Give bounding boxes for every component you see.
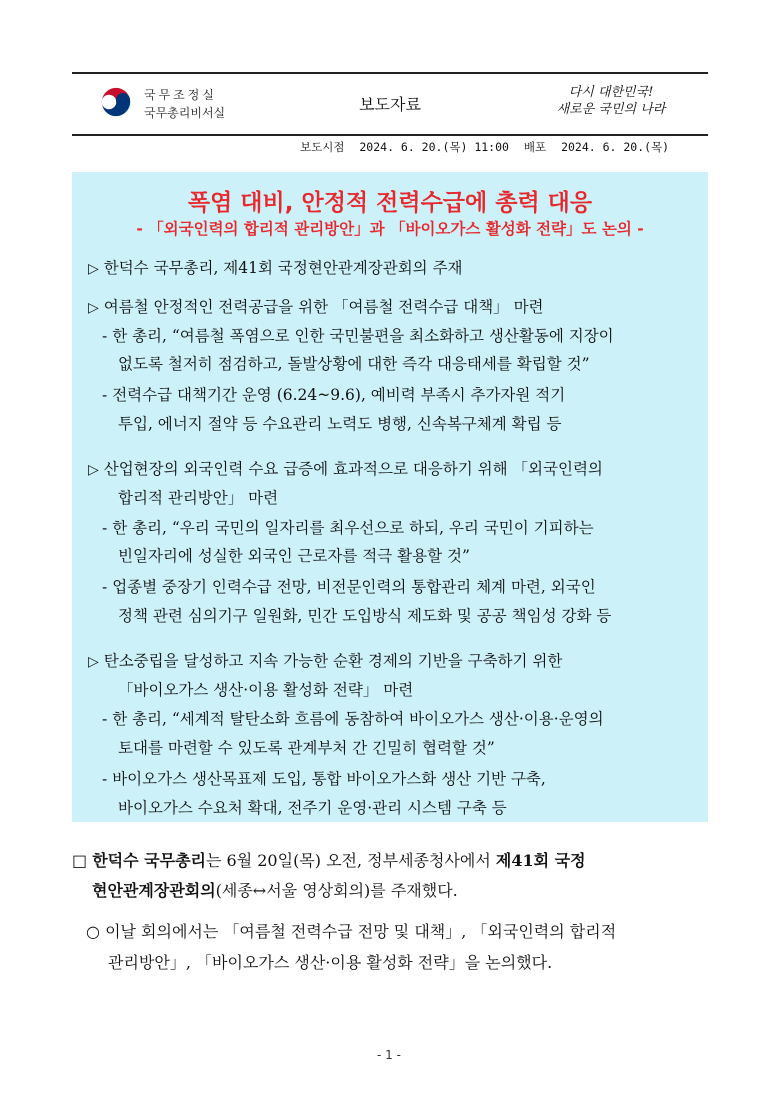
square-bullet-icon: □ [72, 851, 88, 870]
taegeuk-emblem-icon [96, 82, 136, 122]
body-paragraph-2 [86, 919, 616, 942]
circle-bullet-icon: ○ [86, 922, 100, 941]
dash-bullet: - [102, 770, 108, 788]
doc-type-label: 보도자료 [359, 95, 421, 114]
summary-item-4-quote [102, 707, 604, 729]
detail-line-1: 바이오가스 생산목표제 도입, 통합 바이오가스화 생산 기반 구축, [112, 770, 546, 788]
summary-item-3-detail [102, 575, 596, 597]
dash-bullet: - [102, 578, 108, 596]
quote-line-1: 한 총리, “여름철 폭염으로 인한 국민불편을 최소화하고 생산활동에 지장이 [112, 327, 614, 345]
release-label: 보도시점 [300, 140, 345, 154]
summary-item-4-text-2: 「바이오가스 생산·이용 활성화 전략」 마련 [118, 681, 414, 699]
release-info [300, 139, 677, 155]
quote-line-2: 없도록 철저히 점검하고, 돌발상황에 대한 즉각 대응태세를 확립할 것” [118, 355, 590, 373]
summary-item-1 [88, 256, 463, 278]
org-subname: 국무총리비서실 [144, 106, 226, 120]
summary-item-3-quote [102, 516, 594, 538]
subheadline: - 「외국인력의 합리적 관리방안」과 「바이오가스 활성화 전략」도 논의 - [136, 220, 644, 238]
summary-box [72, 172, 708, 822]
summary-item-3-text: 산업현장의 외국인력 수요 급증에 효과적으로 대응하기 위해 「외국인력의 [103, 460, 603, 478]
summary-item-1-text: 한덕수 국무총리, 제41회 국정현안관계장관회의 주재 [103, 259, 463, 277]
triangle-bullet-icon: ▷ [88, 300, 99, 316]
press-header [72, 72, 708, 136]
slogan-line-1: 다시 대한민국! [568, 85, 654, 100]
triangle-bullet-icon: ▷ [88, 654, 99, 670]
para2-line-2: 관리방안」, 「바이오가스 생산·이용 활성화 전략」을 논의했다. [108, 953, 553, 972]
body-paragraph-1 [72, 848, 586, 871]
detail-line-2: 정책 관련 심의기구 일원화, 민간 도입방식 제도화 및 공공 책임성 강화 등 [118, 607, 612, 625]
quote-line-1: 한 총리, “우리 국민의 일자리를 최우선으로 하되, 우리 국민이 기피하는 [112, 519, 594, 537]
summary-item-4-detail [102, 767, 546, 789]
summary-item-3-text-2: 합리적 관리방안」 마련 [118, 489, 279, 507]
org-name: 국무조정실 [144, 88, 217, 102]
body-paragraph-1-line-2 [92, 878, 458, 901]
summary-item-4-text: 탄소중립을 달성하고 지속 가능한 순환 경제의 기반을 구축하기 위한 [103, 652, 563, 670]
release-value: 2024. 6. 20.(목) 11:00 [359, 140, 509, 154]
summary-item-2-quote [102, 324, 614, 346]
para1-bold-d: 현안관계장관회의 [92, 881, 216, 900]
dash-bullet: - [102, 386, 108, 404]
para1-bold-c: 제41회 국정 [495, 851, 586, 870]
summary-item-2-text: 여름철 안정적인 전력공급을 위한 「여름철 전력수급 대책」 마련 [103, 298, 544, 316]
dash-bullet: - [102, 710, 108, 728]
para2-line-1: 이날 회의에서는 「여름철 전력수급 전망 및 대책」, 「외국인력의 합리적 [105, 922, 617, 941]
summary-item-2 [88, 295, 544, 317]
detail-line-1: 업종별 중장기 인력수급 전망, 비전문인력의 통합관리 체계 마련, 외국인 [112, 578, 596, 596]
triangle-bullet-icon: ▷ [88, 261, 99, 277]
slogan-logo [536, 84, 686, 126]
triangle-bullet-icon: ▷ [88, 462, 99, 478]
para1-text-e: (세종↔서울 영상회의)를 주재했다. [215, 881, 458, 900]
headline: 폭염 대비, 안정적 전력수급에 총력 대응 [187, 190, 593, 216]
government-logo [96, 82, 286, 126]
page-number: - 1 - [377, 1048, 401, 1062]
summary-item-2-detail [102, 383, 565, 405]
detail-line-1: 전력수급 대책기간 운영 (6.24~9.6), 예비력 부족시 추가자원 적기 [112, 386, 566, 404]
distribute-value: 2024. 6. 20.(목) [561, 140, 670, 154]
summary-item-4 [88, 649, 562, 671]
summary-item-3 [88, 457, 603, 479]
detail-line-2: 바이오가스 수요처 확대, 전주기 운영·관리 시스템 구축 등 [118, 799, 507, 817]
quote-line-2: 빈일자리에 성실한 외국인 근로자를 적극 활용할 것” [118, 547, 470, 565]
dash-bullet: - [102, 327, 108, 345]
slogan-line-2: 새로운 국민의 나라 [556, 102, 666, 117]
quote-line-2: 토대를 마련할 수 있도록 관계부처 간 긴밀히 협력할 것” [118, 739, 495, 757]
dash-bullet: - [102, 519, 108, 537]
distribute-label: 배포 [523, 140, 547, 154]
detail-line-2: 투입, 에너지 절약 등 수요관리 노력도 병행, 신속복구체계 확립 등 [118, 415, 562, 433]
quote-line-1: 한 총리, “세계적 탈탄소화 흐름에 동참하여 바이오가스 생산·이용·운영의 [112, 710, 604, 728]
para1-text-b: 는 6월 20일(목) 오전, 정부세종청사에서 [205, 851, 496, 870]
para1-bold-a: 한덕수 국무총리 [92, 851, 206, 870]
